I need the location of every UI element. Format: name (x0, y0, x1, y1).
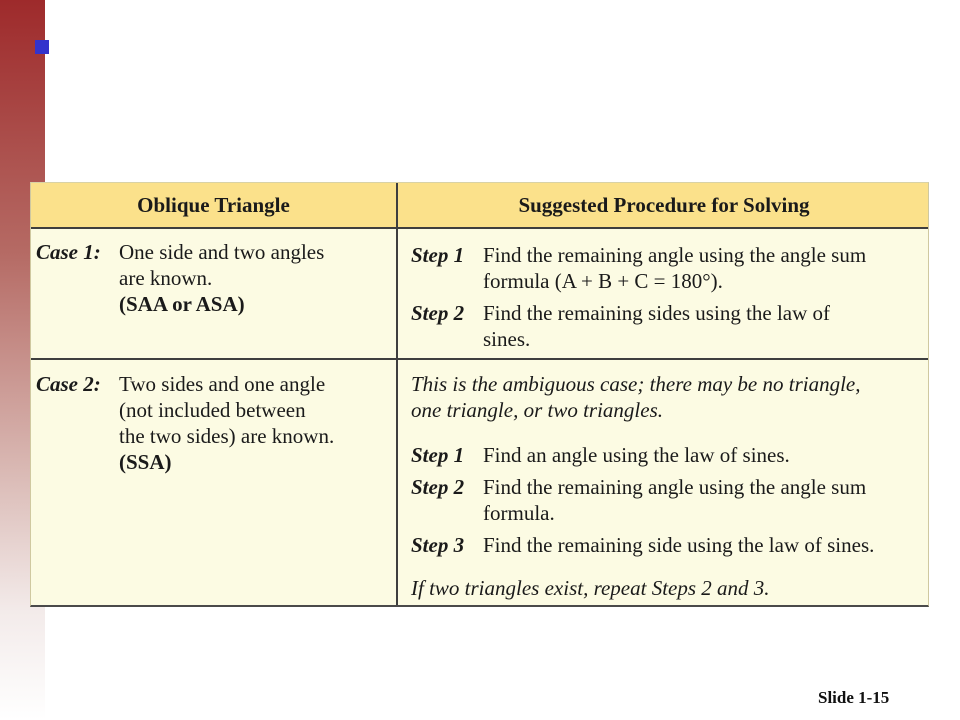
case2-intro: one triangle, or two triangles. (411, 398, 663, 422)
case2-abbreviation: (SSA) (119, 450, 172, 474)
case1-step1-label: Step 1 (411, 243, 465, 267)
case2-description: Two sides and one angle (119, 372, 326, 396)
slide-number: Slide 1-15 (818, 688, 890, 707)
case2-step2-text: formula. (483, 501, 555, 525)
case2-footer-note: If two triangles exist, repeat Steps 2 and 3. (411, 576, 770, 600)
case2-step1-text: Find an angle using the law of sines. (483, 443, 790, 467)
case2-step2-label: Step 2 (411, 475, 465, 499)
case1-step2-label: Step 2 (411, 301, 465, 325)
case1-abbreviation: (SAA or ASA) (119, 292, 245, 316)
procedure-table (30, 182, 929, 607)
case2-step2-text: Find the remaining angle using the angle sum (483, 475, 867, 499)
case1-label: Case 1: (36, 240, 101, 264)
case1-description: One side and two angles (119, 240, 325, 264)
case1-step1-text: formula (A + B + C = 180°). (483, 269, 723, 293)
header-suggested-procedure: Suggested Procedure for Solving (518, 193, 810, 217)
case1-description: are known. (119, 266, 213, 290)
case2-step3-text: Find the remaining side using the law of sines. (483, 533, 875, 557)
case1-step1-text: Find the remaining angle using the angle sum (483, 243, 867, 267)
case2-step1-label: Step 1 (411, 443, 465, 467)
case2-description: the two sides) are known. (119, 424, 335, 448)
row-divider (31, 227, 928, 229)
case1-step2-text: sines. (483, 327, 531, 351)
case2-description: (not included between (119, 398, 306, 422)
case2-label: Case 2: (36, 372, 101, 396)
row-divider (31, 358, 928, 360)
case1-step2-text: Find the remaining sides using the law of (483, 301, 831, 325)
case2-intro: This is the ambiguous case; there may be no triangle, (411, 372, 861, 396)
case2-step3-label: Step 3 (411, 533, 465, 557)
header-oblique-triangle: Oblique Triangle (137, 193, 290, 217)
bullet-square-icon (35, 40, 49, 54)
column-divider (396, 183, 398, 605)
